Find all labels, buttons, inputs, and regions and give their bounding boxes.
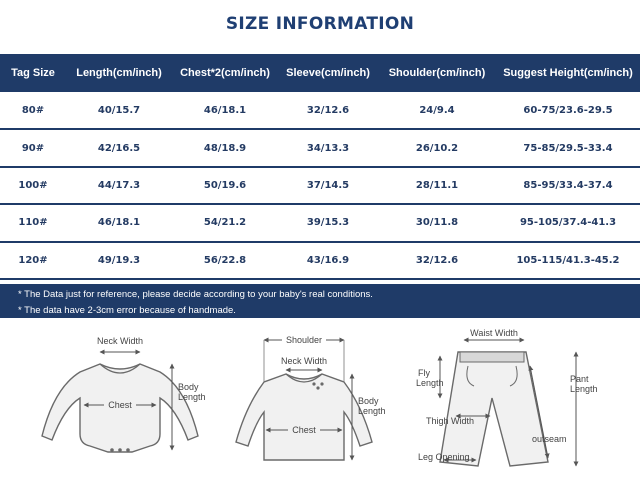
cell-suggest-height: 75-85/29.5-33.4 <box>496 129 640 166</box>
cell-chest: 54/21.2 <box>172 204 278 241</box>
pants-pant-length-label: Length <box>570 384 598 394</box>
cell-tag-size: 100# <box>0 167 66 204</box>
cell-suggest-height: 95-105/37.4-41.3 <box>496 204 640 241</box>
table-row <box>0 204 640 241</box>
cell-tag-size: 80# <box>0 92 66 129</box>
header-sleeve: Sleeve(cm/inch) <box>278 54 378 92</box>
note-reference: * The Data just for reference, please decide according to your baby's real conditions. <box>18 289 373 300</box>
cell-shoulder: 24/9.4 <box>378 92 496 129</box>
pants-leg-opening-label: Leg Opening <box>418 452 470 462</box>
pants-diagram <box>416 328 598 466</box>
cell-shoulder: 28/11.1 <box>378 167 496 204</box>
diagrams-svg <box>0 326 640 478</box>
pants-fly-label: Fly <box>418 368 430 378</box>
header-shoulder: Shoulder(cm/inch) <box>378 54 496 92</box>
page-title: SIZE INFORMATION <box>225 14 415 34</box>
cell-suggest-height: 85-95/33.4-37.4 <box>496 167 640 204</box>
cell-length: 44/17.3 <box>66 167 172 204</box>
cell-length: 42/16.5 <box>66 129 172 166</box>
cell-chest: 50/19.6 <box>172 167 278 204</box>
pants-waist-width-label: Waist Width <box>470 328 518 338</box>
bodysuit-neck-width-label: Neck Width <box>96 336 144 346</box>
pants-outline <box>440 352 548 466</box>
header-chest: Chest*2(cm/inch) <box>172 54 278 92</box>
pants-pant-label: Pant <box>570 374 589 384</box>
cell-tag-size: 110# <box>0 204 66 241</box>
cell-length: 40/15.7 <box>66 92 172 129</box>
bodysuit-body-label: Body <box>178 382 199 392</box>
cell-shoulder: 26/10.2 <box>378 129 496 166</box>
notes-banner <box>0 284 640 318</box>
bodysuit-diagram <box>42 336 206 452</box>
cell-chest: 56/22.8 <box>172 242 278 279</box>
cell-suggest-height: 105-115/41.3-45.2 <box>496 242 640 279</box>
cell-chest: 46/18.1 <box>172 92 278 129</box>
size-table <box>0 54 640 280</box>
table-row <box>0 92 640 129</box>
bodysuit-length-label: Length <box>178 392 206 402</box>
top-diagram <box>236 335 386 460</box>
header-suggest-height: Suggest Height(cm/inch) <box>496 54 640 92</box>
cell-sleeve: 32/12.6 <box>278 92 378 129</box>
top-neck-width-label: Neck Width <box>280 356 328 366</box>
cell-shoulder: 32/12.6 <box>378 242 496 279</box>
pants-outseam-label: outseam <box>532 434 567 444</box>
pants-thigh-width-label: Thigh Width <box>426 416 475 426</box>
table-row <box>0 167 640 204</box>
bodysuit-chest-label: Chest <box>108 400 132 410</box>
cell-tag-size: 120# <box>0 242 66 279</box>
cell-chest: 48/18.9 <box>172 129 278 166</box>
header-length: Length(cm/inch) <box>66 54 172 92</box>
cell-length: 49/19.3 <box>66 242 172 279</box>
measurement-diagrams <box>0 326 640 478</box>
pants-waistband <box>460 352 524 362</box>
cell-suggest-height: 60-75/23.6-29.5 <box>496 92 640 129</box>
note-error: * The data have 2-3cm error because of handmade. <box>18 305 236 316</box>
top-body-label: Body <box>358 396 379 406</box>
cell-sleeve: 37/14.5 <box>278 167 378 204</box>
table-row <box>0 129 640 166</box>
table-row <box>0 242 640 279</box>
header-tag-size: Tag Size <box>0 54 66 92</box>
cell-length: 46/18.1 <box>66 204 172 241</box>
top-shoulder-label: Shoulder <box>285 335 323 345</box>
cell-shoulder: 30/11.8 <box>378 204 496 241</box>
cell-tag-size: 90# <box>0 129 66 166</box>
top-chest-label: Chest <box>292 425 316 435</box>
pants-fly-length-label: Length <box>416 378 444 388</box>
table-header-row <box>0 54 640 92</box>
cell-sleeve: 39/15.3 <box>278 204 378 241</box>
cell-sleeve: 43/16.9 <box>278 242 378 279</box>
top-length-label: Length <box>358 406 386 416</box>
cell-sleeve: 34/13.3 <box>278 129 378 166</box>
